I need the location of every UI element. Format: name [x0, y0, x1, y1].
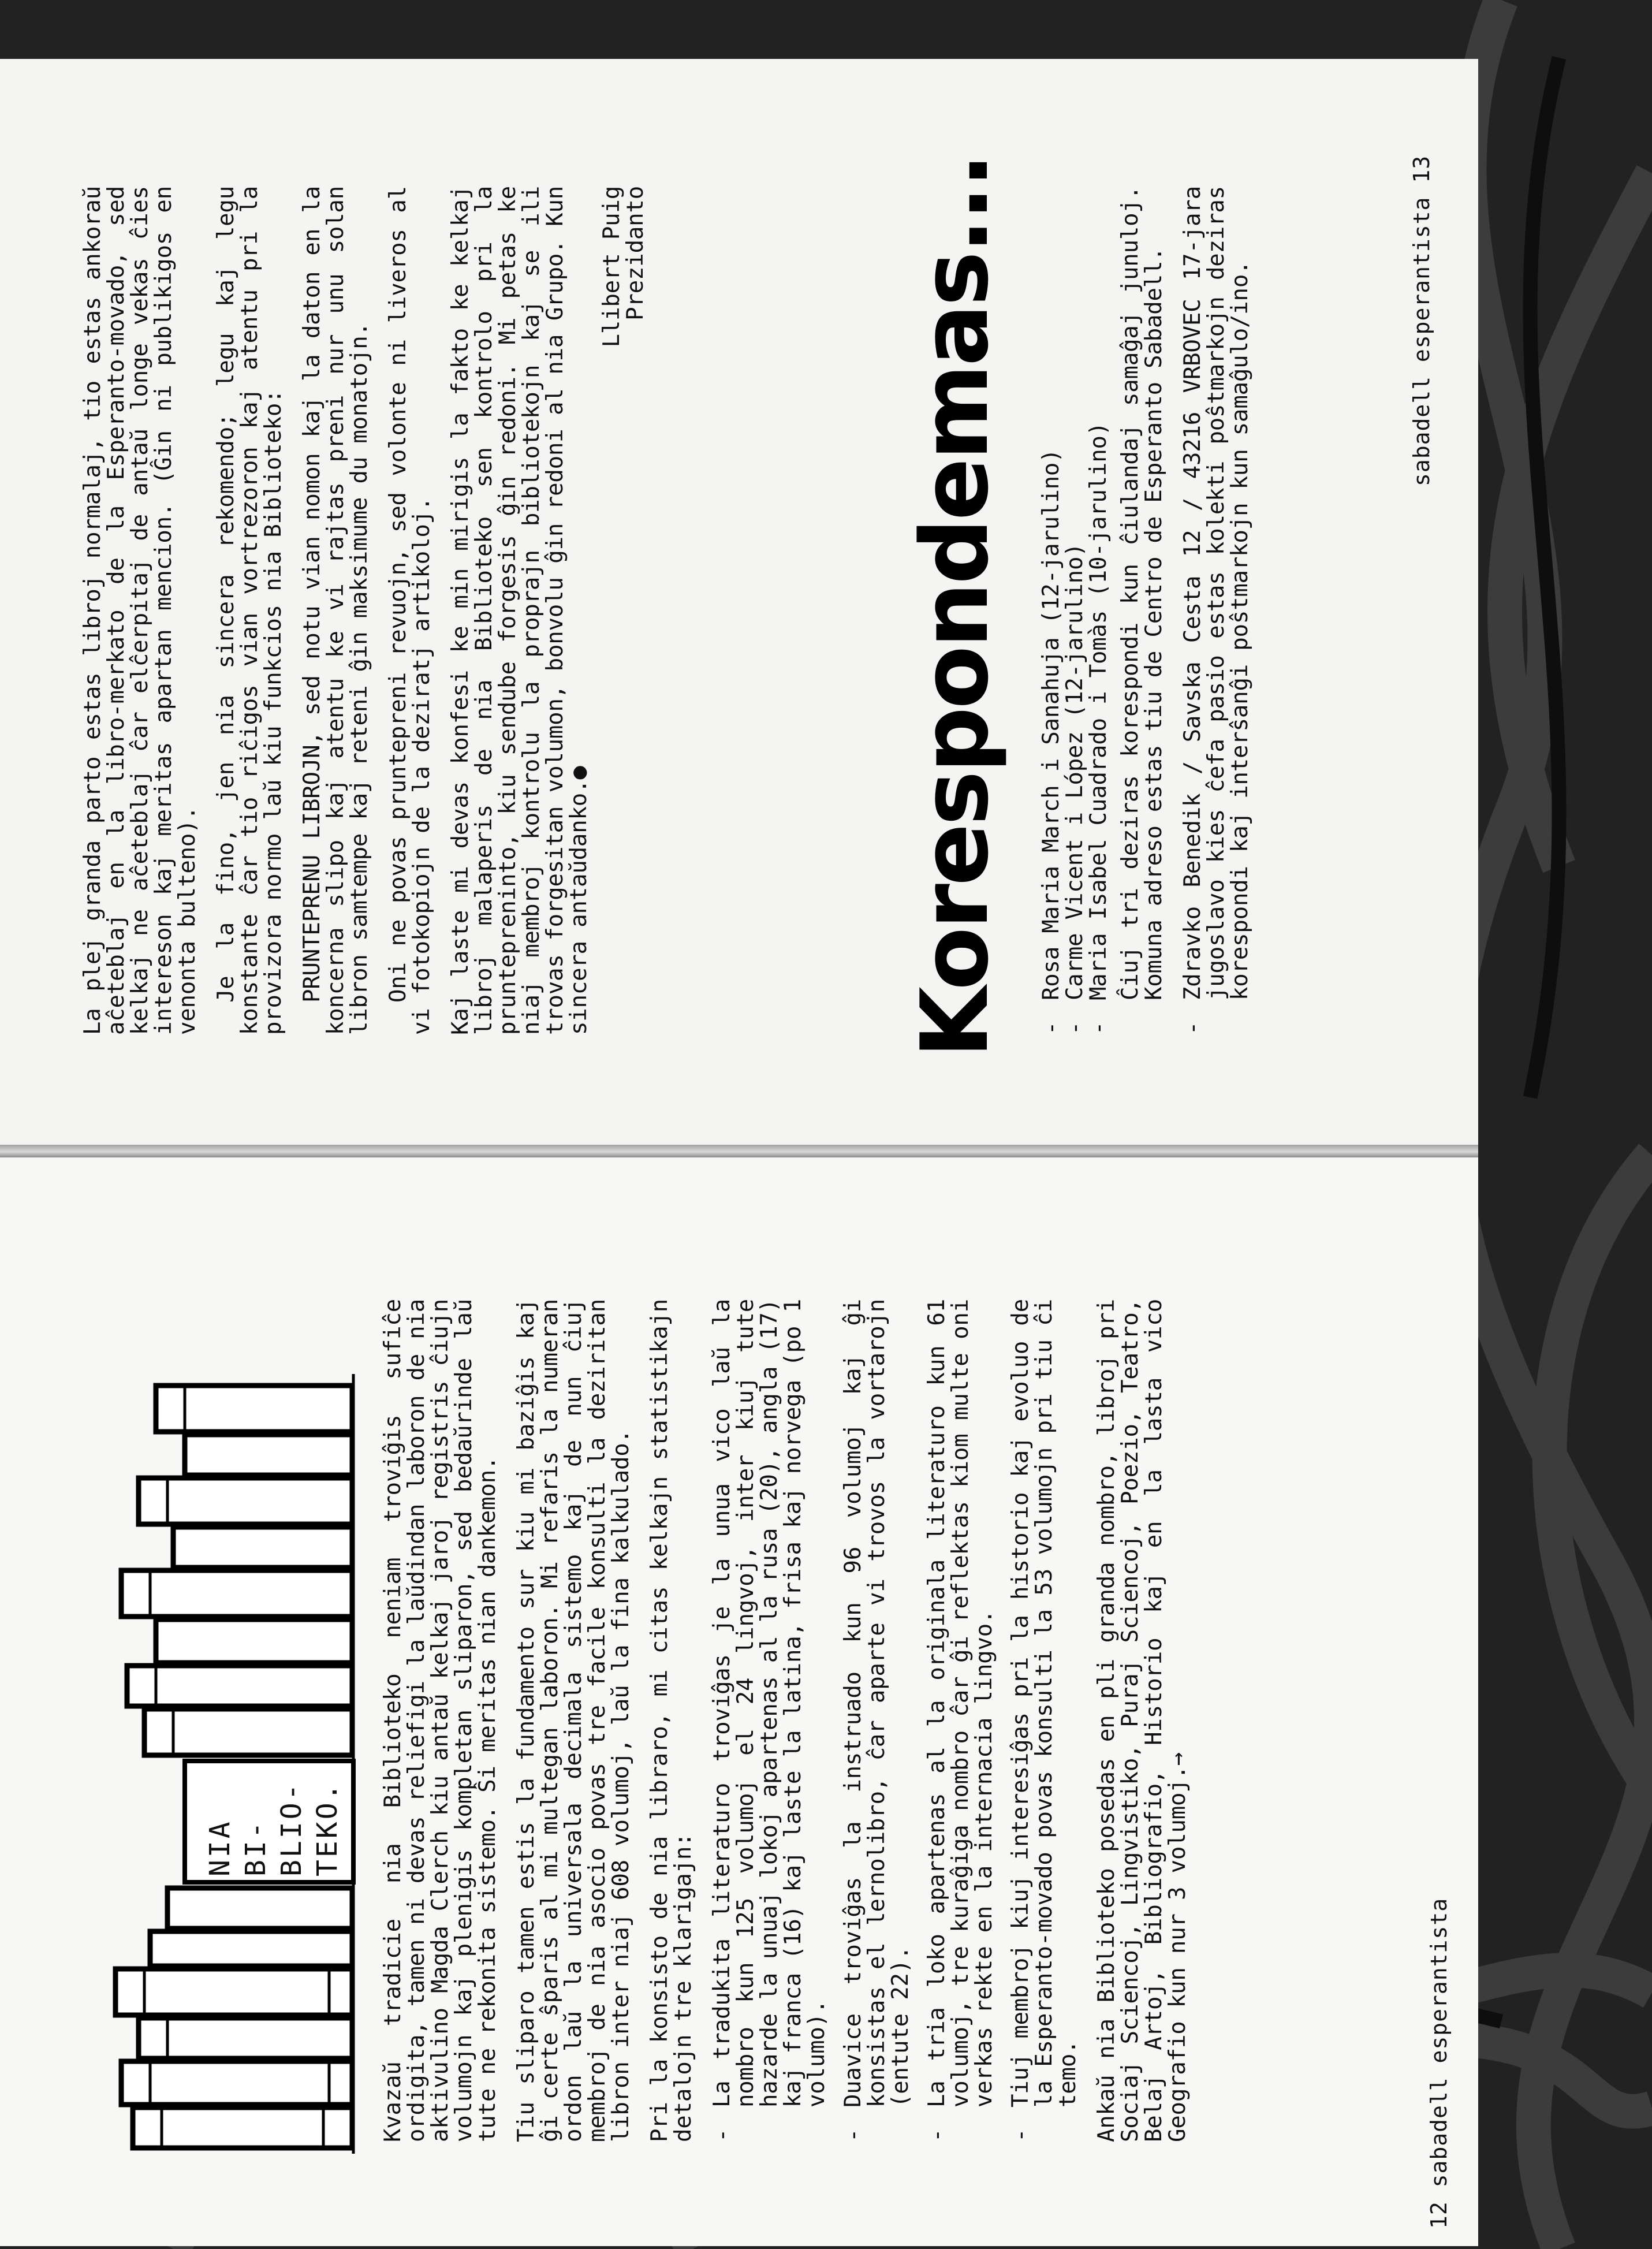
signature-name: Llibert Puig: [599, 186, 625, 348]
page-right: [0, 59, 1478, 1145]
paragraph: Kvazaŭ tradicie nia Biblioteko neniam troviĝis sufiĉe ordigita, tamen ni devas reliefigi la laŭdindan laboron de nia aktivulino Magda Clerch kiu antaŭ kelkaj jaroj registris ĉiujn volumojn kaj plenigis kompletan sliparon, sed bedaŭrinde laŭ tute ne rekonita sistemo. Ŝi meritas nian dankemon.: [380, 1299, 501, 2142]
entries-list: [1181, 186, 1252, 1035]
paragraph: PRUNTEPRENU LIBROJN, sed notu vian nomon kaj la daton en la koncerna slipo kaj atentu ke vi rajtas preni nur unu solan libron samtempe kaj reteni ĝin maksimume du monatojn.: [299, 186, 372, 1035]
signature-title: Prezidanto: [622, 186, 648, 321]
paragraph: Tiu sliparo tamen estis la fundamento sur kiu mi baziĝis kaj ĝi certe ŝparis al mi multegan laboron. Mi refaris la numeran ordon laŭ la universala decimala sistemo kaj de nun ĉiuj membroj de nia asocio povas tre facile konsulti la deziritan libron inter niaj 608 volumoj, laŭ la fina kalkulado.: [513, 1299, 634, 2142]
left-page-text: [381, 1299, 1204, 2142]
booklet-spine: [0, 1144, 1478, 1157]
list-item: - Carme Vicent i López (12-jarulino): [1063, 186, 1087, 1035]
correspondents-list: [1039, 186, 1110, 1035]
statistics-list: [710, 1299, 1080, 2142]
correspondence-section: [1039, 186, 1267, 1035]
list-item: - Maria Isabel Cuadrado i Tomàs (10-jarulino): [1087, 186, 1110, 1035]
right-page-text: [81, 186, 647, 1035]
paragraph: Kaj laste mi devas konfesi ke min mirigis la fakto ke kelkaj libroj malaperis de nia Biblioteko sen kontrolo pri la pruntepreninto, kiu sendube forgesis ĝin redoni. Mi petas ke niaj membroj kontrolu la proprajn bibliotekojn kaj se ili trovas forgesitan volumon, bonvolu ĝin redoni al nia Grupo. Kun sincera antaŭdanko.●: [448, 186, 592, 1035]
closing-paragraph: Ankaŭ nia Biblioteko posedas en pli granda nombro, libroj pri Sociaj Sciencoj, Lingvistiko, Puraj Sciencoj, Poezio, Teatro, Belaj Artoj, Bibliografio, Historio kaj en la lasta vico Geografio kun nur 3 volumoj.→: [1094, 1299, 1191, 2142]
page-footer-left: 12 sabadell esperantista: [1426, 1897, 1452, 2229]
paragraph: Oni ne povas pruntepreni revuojn, sed volonte ni liveros al vi fotokopiojn de la deziratj artikoloj.: [385, 186, 435, 1035]
korespondemas-heading: Korespondemas...: [901, 155, 1009, 1058]
list-item: - Zdravko Benedik / Savska Cesta 12 / 43216 VRBOVEC 17-jara jugoslavo kies ĉefa pasio estas kolekti poŝtmarkojn deziras korespondi kaj interŝanĝi poŝtmarkojn kun samaĝulo/ino.: [1181, 186, 1252, 1035]
paragraph: La plej granda parto estas libroj normalaj, tio estas ankoraŭ aĉeteblaj en la libro-merkato de la Esperanto-movado, sed kelkaj ne aĉeteblaj ĉar elĉerpitaj de antaŭ longe vekas ĉies intereson kaj meritas apartan mencion. (Ĝin ni publikigos en venonta bulteno).: [80, 186, 200, 1035]
list-item: - Duavice troviĝas la instruado kun 96 volumoj kaj ĝi konsistas el lernolibro, ĉar aparte vi trovos la vortarojn (entute 22).: [841, 1299, 912, 2142]
signature: [600, 186, 647, 1035]
page-left: [0, 1156, 1478, 2246]
correspondents-note: Ĉiuj tri deziras korespondi kun ĉiulandaj samaĝaj junuloj. Komuna adreso estas tiu de Centro de Esperanto Sabadell.: [1117, 186, 1167, 1000]
illustration-label: NIA BI- BLIO- TEKO.: [204, 1781, 344, 1876]
books-illustration: [98, 1368, 364, 2154]
paragraph: Pri la konsisto de nia libraro, mi citas kelkajn statistikajn detalojn tre klarigajn:: [647, 1299, 696, 2142]
list-item: - La tradukita literaturo troviĝas je la unua vico laŭ la nombro kun 125 volumoj el 24 lingvoj, inter kiuj tute hazarde la unuaj lokoj apartenas al la rusa (20), angla (17) kaj franca (16) kaj laste la latina, frisa kaj norvega (po 1 volumo).: [710, 1299, 829, 2142]
list-item: - Tiuj membroj kiuj interesiĝas pri la historio kaj evoluo de la Esperanto-movado povas konsulti la 53 volumojn pri tiu ĉi temo.: [1009, 1299, 1080, 2142]
paragraph: Je la fino, jen nia sincera rekomendo; legu kaj legu konstante ĉar tio riĉigos vian vortrezoron kaj atentu pri la provizora normo laŭ kiu funkcios nia Biblioteko:: [213, 186, 286, 1035]
list-item: - Rosa Maria March i Sanahuja (12-jarulino): [1039, 186, 1063, 1035]
page-footer-right: sabadell esperantista 13: [1409, 155, 1434, 486]
list-item: - La tria loko apartenas al la originala literaturo kun 61 volumoj, tre kuraĝiga nombro ĉar ĝi reflektas kiom multe oni verkas rekte en la internacia lingvo.: [925, 1299, 996, 2142]
